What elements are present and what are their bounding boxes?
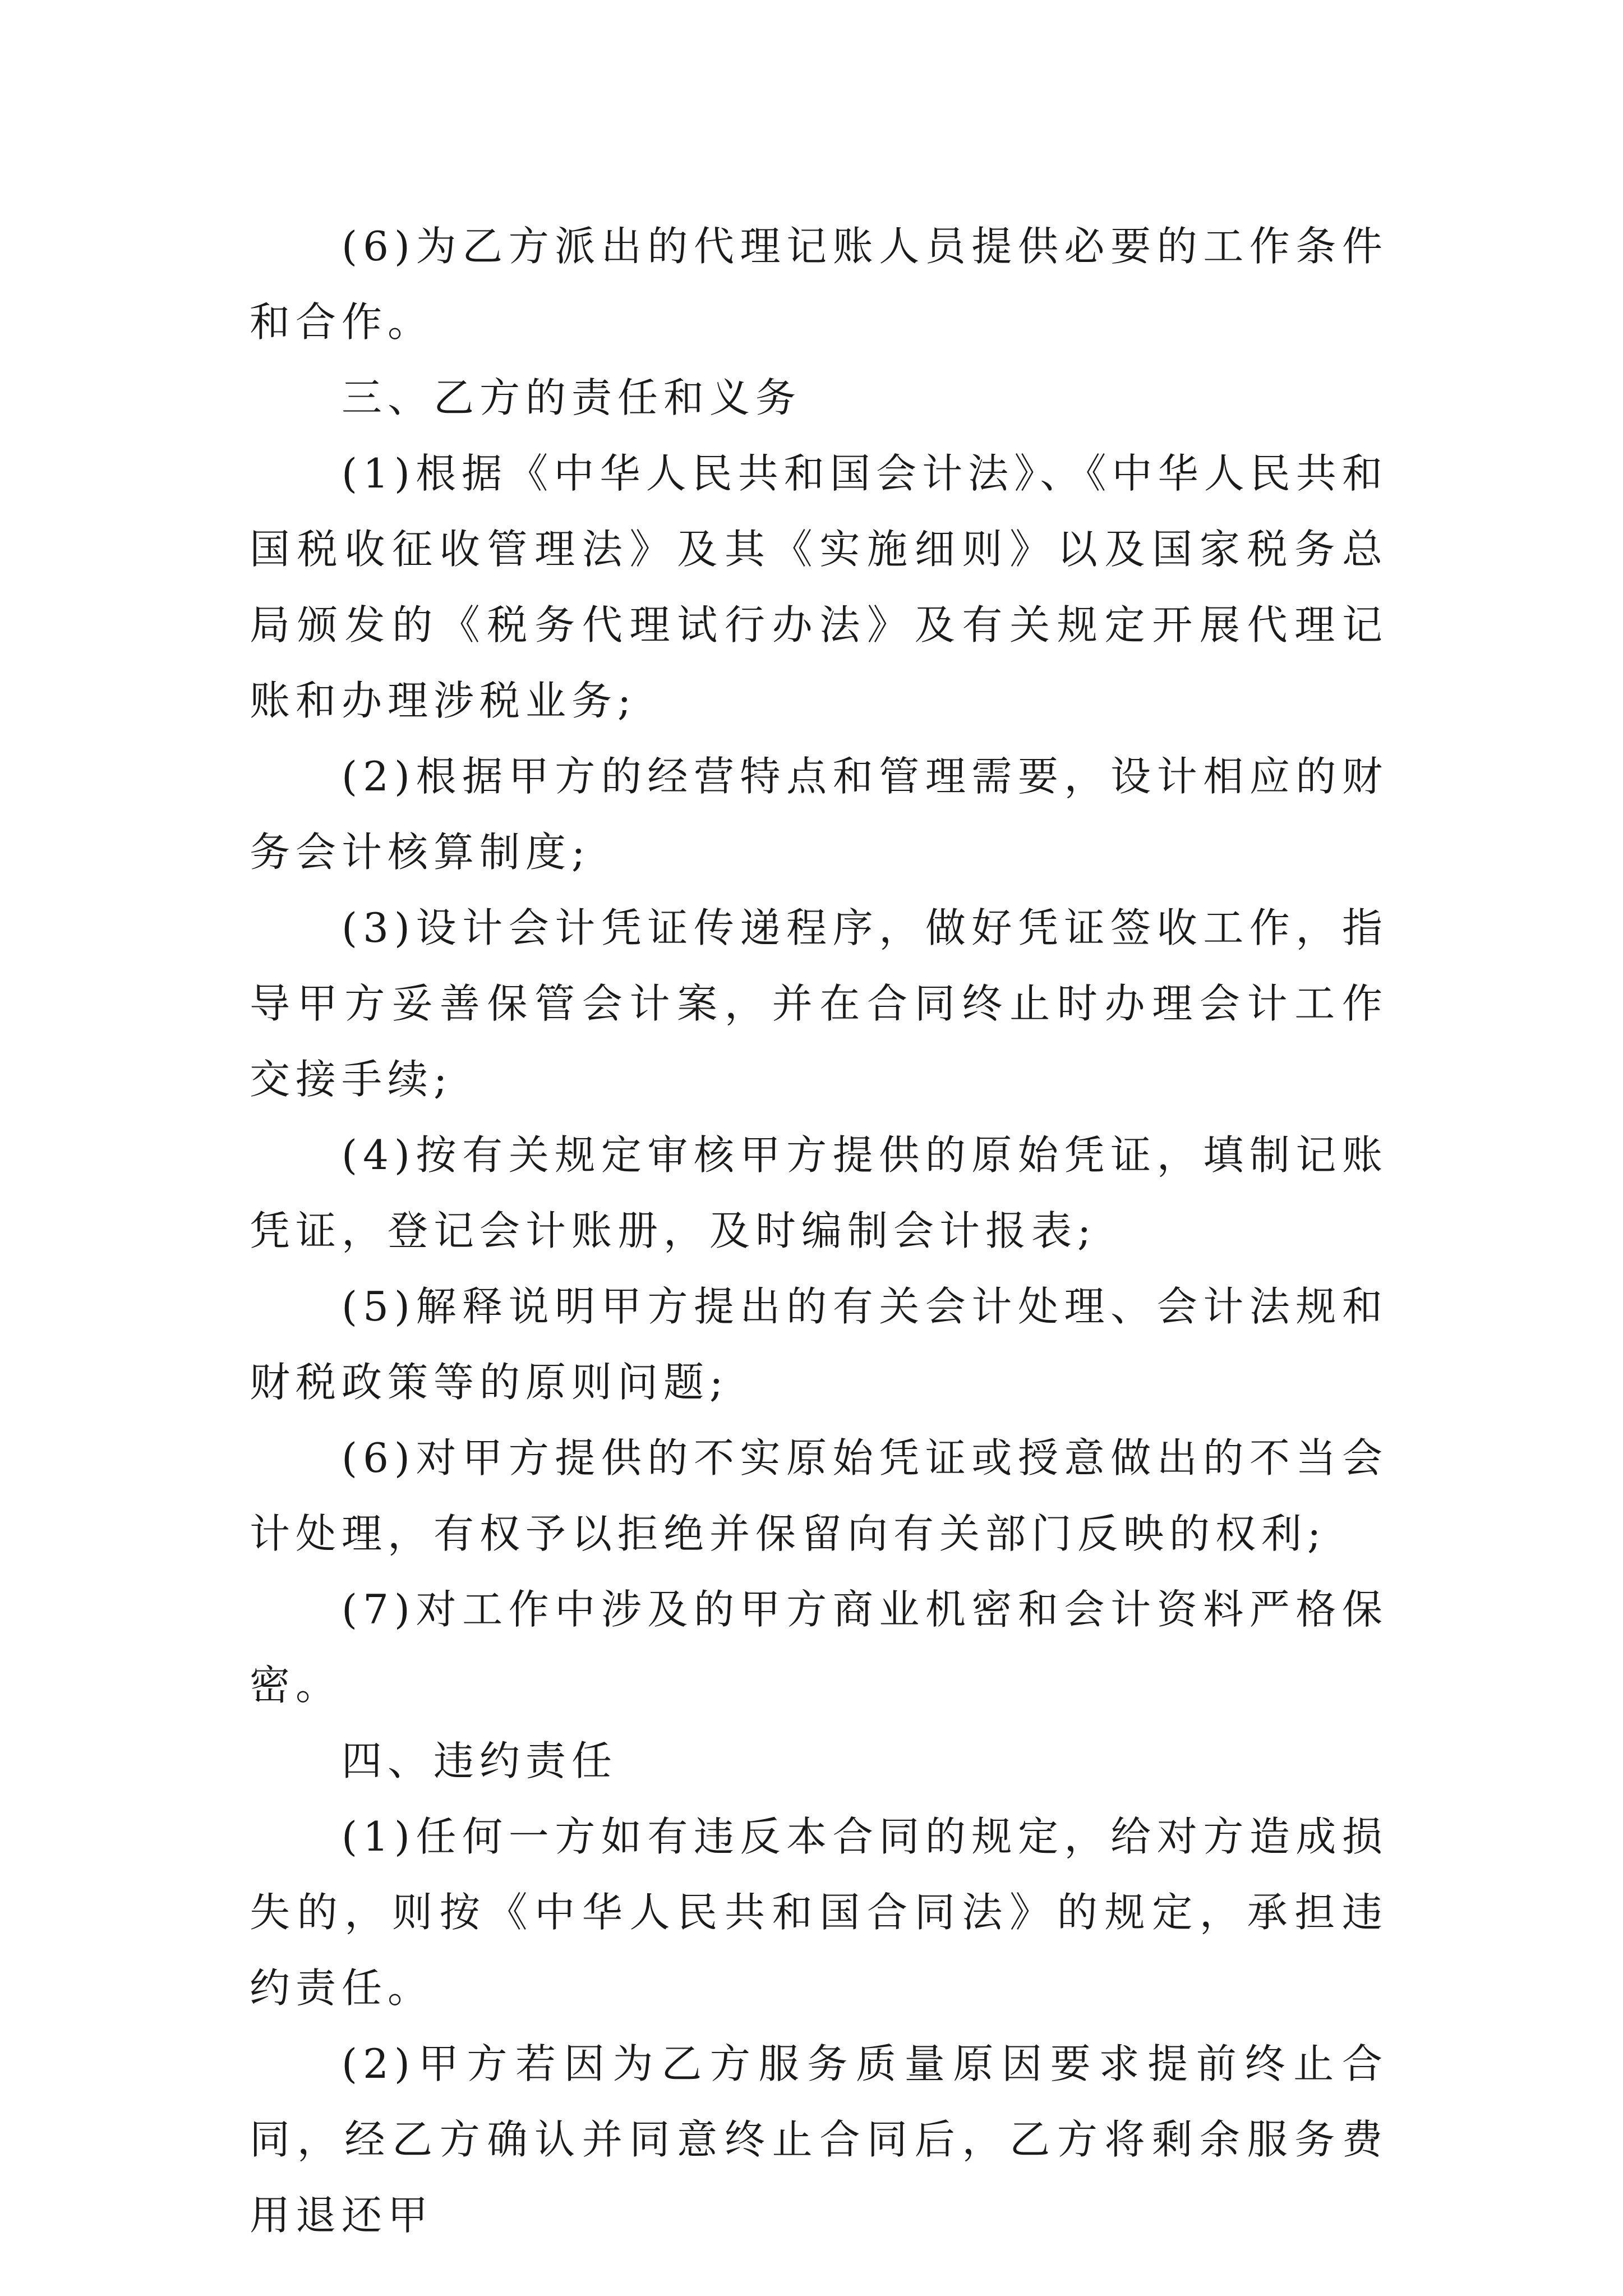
section-heading-3: 三、乙方的责任和义务	[342, 374, 802, 421]
paragraph-clause-b1: (1)根据《中华人民共和国会计法》、《中华人民共和国税收征收管理法》及其《实施细则》以及国家税务总局颁发的《税务代理试行办法》及有关规定开展代理记账和办理涉税业务;	[250, 450, 1388, 724]
paragraph-clause-c1: (1)任何一方如有违反本合同的规定，给对方造成损失的，则按《中华人民共和国合同法》的规定，承担违约责任。	[250, 1813, 1388, 2012]
paragraph-clause-b6: (6)对甲方提供的不实原始凭证或授意做出的不当会计处理，有权予以拒绝并保留向有关部门反映的权利;	[250, 1434, 1388, 1557]
paragraph-clause-a6: (6)为乙方派出的代理记账人员提供必要的工作条件和合作。	[250, 223, 1388, 346]
paragraph-clause-b4: (4)按有关规定审核甲方提供的原始凭证，填制记账凭证，登记会计账册，及时编制会计报表;	[250, 1131, 1388, 1254]
paragraph-clause-b7: (7)对工作中涉及的甲方商业机密和会计资料严格保密。	[250, 1586, 1388, 1709]
paragraph-clause-b5: (5)解释说明甲方提出的有关会计处理、会计法规和财税政策等的原则问题;	[250, 1283, 1388, 1406]
paragraph-clause-b3: (3)设计会计凭证传递程序，做好凭证签收工作，指导甲方妥善保管会计案，并在合同终止时办理会计工作交接手续;	[250, 904, 1388, 1103]
paragraph-clause-b2: (2)根据甲方的经营特点和管理需要，设计相应的财务会计核算制度;	[250, 753, 1388, 876]
section-heading-4: 四、违约责任	[342, 1737, 618, 1784]
document-body	[250, 209, 1388, 2253]
paragraph-clause-c2: (2)甲方若因为乙方服务质量原因要求提前终止合同，经乙方确认并同意终止合同后，乙方将剩余服务费用退还甲	[250, 2040, 1388, 2239]
